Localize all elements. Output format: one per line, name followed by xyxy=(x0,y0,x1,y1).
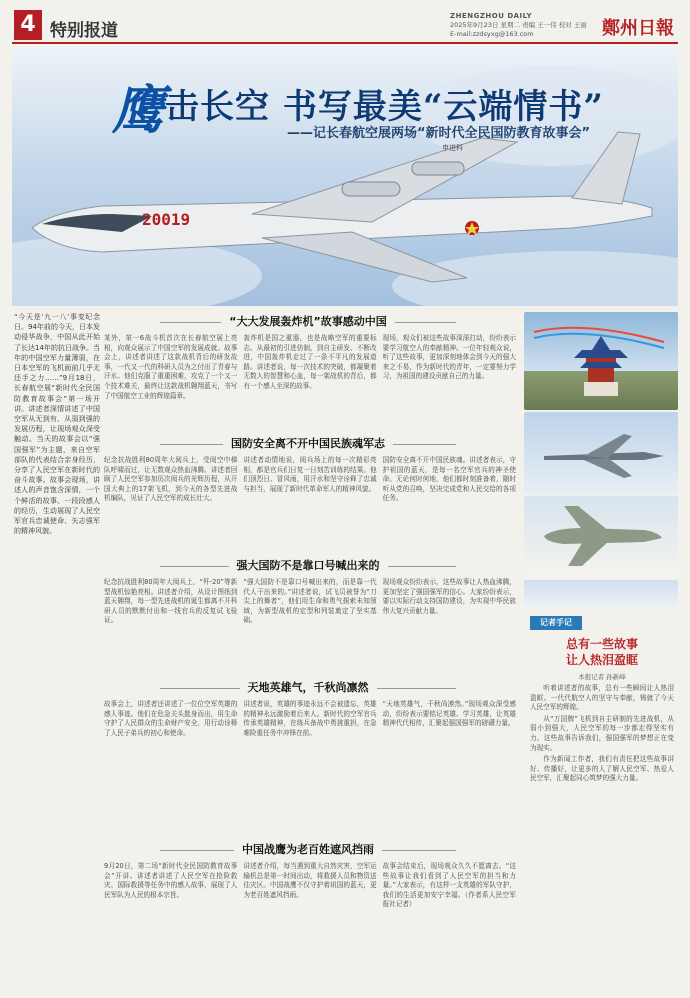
byline: 申进科 xyxy=(442,144,463,152)
section-heading: 国防安全离不开中国民族魂军志 xyxy=(100,436,516,452)
column-text: “天地英雄气，千秋尚凛然。”现场观众深受感动，纷纷表示要铭记英雄、学习英雄，让英雄精神代代相传，汇聚起强国强军的磅礴力量。 xyxy=(382,700,516,728)
lead-paragraph: “今天是‘九一八’事变纪念日。94年前的今天，日本发动侵华战争，中国从此开始了长达14年的抗日战争。当年的中国空军力量薄弱，在日本空军的飞机面前几乎无还手之力……”9月18日，长春航空展“新时代全民国防教育故事会”第一场开讲。讲述者深情讲述了中国空军从无到有、从弱到强的发展历程，让现场观众深受触动。当天的故事会以“强国强军”为主题，来自空军部队的代表结合亲身经历，分享了人民空军在新时代的奋斗故事。故事会现场，讲述人的声音饱含深情，一个个鲜活的故事、一段段感人的经历，生动展现了人民空军官兵忠诚使命、矢志强军的精神风貌。 xyxy=(14,313,100,536)
sidebar-paragraph: 听着讲述者的故事，总有一些瞬间让人热泪盈眶。一代代航空人的坚守与奉献，铸就了今天人民空军的辉煌。 xyxy=(530,684,674,712)
fighter-photo xyxy=(524,412,678,494)
column-text: 故事会结束后，现场观众久久不愿离去。“这些故事让我们看到了人民空军的担当和力量。”大家表示，有这样一支英雄的军队守护，我们的生活更加安宁幸福。（作者系人民空军报社记者） xyxy=(382,862,516,909)
masthead-en: ZHENGZHOU DAILY xyxy=(450,12,533,20)
section-body xyxy=(104,862,516,992)
date-line: 2025年9月23日 星期二 责编 王一伟 校对 王丽 xyxy=(450,21,587,29)
column-text: 国防安全离不开中国民族魂。讲述者表示，守护祖国的蓝天，是每一名空军官兵的神圣使命。无论何时何地，他们都时刻准备着，随时听从党的召唤，坚决完成党和人民交给的各项任务。 xyxy=(382,456,516,503)
aircraft-photo xyxy=(524,580,678,608)
column-text: 纪念抗战胜利80周年大阅兵上，“歼-20”等新型战机惊艳亮相。讲述者介绍，从设计图纸到蓝天翱翔，每一型先进战机的诞生都离不开科研人员的默默付出和一线官兵的反复试飞验证。 xyxy=(104,578,238,625)
section-body xyxy=(104,578,516,676)
sidebar-paragraph: 从“万国牌”飞机到自主研制的先进战机，从弱小到强大，人民空军的每一步都走得坚实有力。这些故事告诉我们，强国强军的梦想正在变为现实。 xyxy=(530,714,674,752)
transport-plane-icon xyxy=(524,496,678,578)
reporter-notes-badge: 记者手记 xyxy=(530,616,582,630)
section-body xyxy=(104,334,516,432)
column-text: 9月20日，第二场“新时代全民国防教育故事会”开讲。讲述者讲述了人民空军在抢险救灾、国际救援等任务中的感人故事，展现了人民军队为人民的根本宗旨。 xyxy=(104,862,238,899)
section-title: 特别报道 xyxy=(50,21,118,41)
masthead-info xyxy=(450,12,600,39)
section-heading: 强大国防不是靠口号喊出来的 xyxy=(100,558,516,574)
headline-rest: 击长空 书写最美“云端情书” xyxy=(165,87,604,127)
hero-banner xyxy=(12,46,678,306)
temple-photo xyxy=(524,312,678,410)
column-text: 现场观众纷纷表示，这些故事让人热血沸腾，更加坚定了强国强军的信心。大家纷纷表示，要以实际行动支持国防建设，为实现中华民族伟大复兴贡献力量。 xyxy=(382,578,516,615)
column-text: 纪念抗战胜利80周年大阅兵上，受阅空中梯队呼啸而过，让无数观众热血沸腾。讲述者回顾了人民空军参加历次阅兵的光辉历程，从开国大典上的17架飞机，到今天的各型先进战机编队，见证了人民空军的成长壮大。 xyxy=(104,456,238,503)
sidebar-title: 总有一些故事 让人热泪盈眶 xyxy=(565,637,638,667)
email: E-mail:zzdsyxg@163.com xyxy=(450,30,534,38)
sidebar-author: 本报记者 孙新峰 xyxy=(578,673,626,681)
aircraft-number: 20019 xyxy=(142,210,191,229)
sidebar-body xyxy=(530,684,674,786)
column-text: 轰炸机是国之重器，也是战略空军的重要标志。从最初的引进仿制，到自主研发、不断改进，中国轰炸机走过了一条不平凡的发展道路。讲述者说，每一次技术的突破，都凝聚着无数人的智慧和心血，每一架战机的背后，都有一个感人至深的故事。 xyxy=(243,334,377,390)
column-text: 讲述者说，英雄的事迹永远不会被遗忘，英雄的精神永远激励着后来人。新时代的空军官兵传承英雄精神，在练兵备战中勇挑重担，在急难险重任务中冲锋在前。 xyxy=(243,700,377,737)
section-body xyxy=(104,456,516,554)
temple-of-heaven-icon xyxy=(524,312,678,410)
page-header xyxy=(12,10,678,44)
newspaper-logo: 鄭州日報 xyxy=(602,18,674,39)
column-text: 故事会上，讲述者还讲述了一位位空军英雄的感人事迹。他们在危急关头挺身而出，用生命守护了人民群众的生命财产安全，用行动诠释了人民子弟兵的初心和使命。 xyxy=(104,700,238,737)
column-text: 现场，观众们被这些故事深深打动，纷纷表示要学习航空人的奉献精神。一位年轻观众说，听了这些故事，更加深刻地体会到今天的强大来之不易，作为新时代的青年，一定要努力学习，为祖国的建设贡献自己的力量。 xyxy=(382,334,516,381)
section-heading: 天地英雄气，千秋尚凛然 xyxy=(100,680,516,696)
column-text: “强大国防不是靠口号喊出来的，而是靠一代代人干出来的。”讲述者说，试飞员被誉为“刀尖上的舞者”，他们用生命和勇气探索未知领域，为新型战机的定型和列装奠定了坚实基础。 xyxy=(243,578,377,625)
column-text: 讲述者动情地说，阅兵场上的每一次精彩亮相，都是官兵们日复一日刻苦训练的结果。他们顶烈日、冒风雨，用汗水和坚守诠释了忠诚与担当，展现了新时代革命军人的精神风貌。 xyxy=(243,456,377,493)
column-text: 讲述者介绍，每当遇到重大自然灾害，空军运输机总是第一时间出动，将救援人员和物资送往灾区。中国战鹰不仅守护着祖国的蓝天，更为老百姓遮风挡雨。 xyxy=(243,862,377,899)
section-heading: “大大发展轰炸机”故事感动中国 xyxy=(100,314,516,330)
fighter-jet-icon xyxy=(524,412,678,494)
transport-plane-photo xyxy=(524,496,678,578)
section-body xyxy=(104,700,516,836)
section-heading: 中国战鹰为老百姓遮风挡雨 xyxy=(100,842,516,858)
headline-first-char: 鹰 xyxy=(112,80,166,141)
column-text: 某外，第一6战斗机首次在长春航空展上亮相，向观众展示了中国空军的发展成就。故事会上，讲述者讲述了这款战机背后的研发故事，一代又一代的科研人员为之付出了青春与汗水。他们克服了重重困难，攻克了一个又一个技术难关，最终让这款战机翱翔蓝天，书写了中国航空工业的辉煌篇章。 xyxy=(104,334,238,400)
headline-subtitle: ——记长春航空展两场“新时代全民国防教育故事会” xyxy=(287,126,591,141)
sidebar-paragraph: 作为新闻工作者，我们有责任把这些故事讲好、传播好，让更多的人了解人民空军、热爱人民空军，汇聚起同心筑梦的强大力量。 xyxy=(530,755,674,783)
page-number: 4 xyxy=(14,10,42,40)
